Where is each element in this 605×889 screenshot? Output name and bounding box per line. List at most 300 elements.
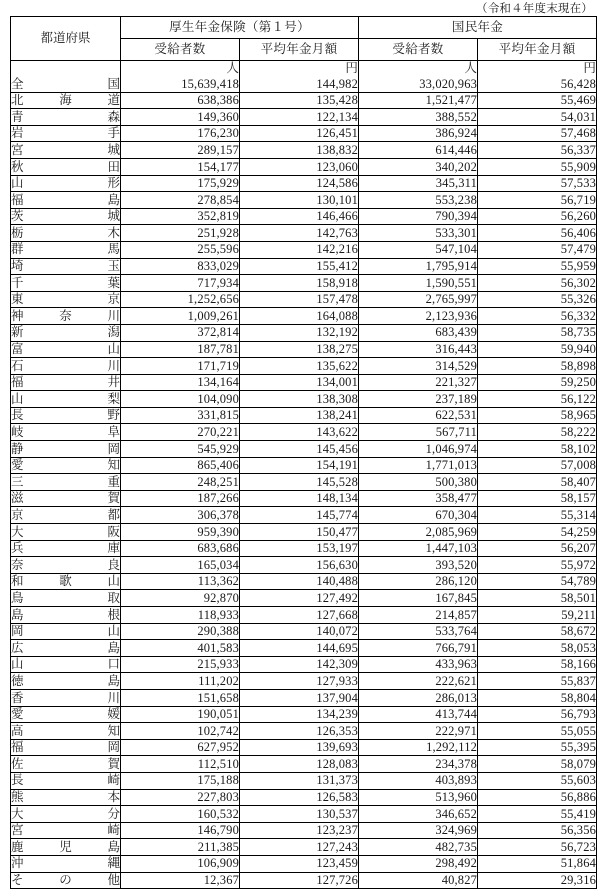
prefecture-name-char: 沖 bbox=[11, 856, 24, 871]
unit-row-prefecture-blank bbox=[11, 61, 121, 77]
prefecture-name-char: 山 bbox=[107, 574, 120, 589]
prefecture-name-char: 滋 bbox=[11, 491, 24, 506]
table-row bbox=[11, 723, 597, 740]
cell-kokumin-recipients: 622,531 bbox=[359, 407, 478, 424]
cell-kosei-recipients: 270,221 bbox=[121, 424, 240, 441]
cell-kokumin-recipients: 234,378 bbox=[359, 756, 478, 773]
prefecture-name bbox=[11, 376, 120, 389]
prefecture-name-char: 岡 bbox=[107, 441, 120, 456]
cell-kosei-recipients: 627,952 bbox=[121, 739, 240, 756]
cell-kosei-recipients: 306,378 bbox=[121, 507, 240, 524]
cell-kokumin-average: 56,406 bbox=[478, 225, 597, 242]
prefecture-name-cell bbox=[11, 855, 121, 872]
cell-kosei-average: 145,528 bbox=[240, 474, 359, 491]
prefecture-name bbox=[11, 78, 120, 91]
cell-kokumin-average: 56,302 bbox=[478, 275, 597, 292]
prefecture-name-cell bbox=[11, 490, 121, 507]
table-row bbox=[11, 706, 597, 723]
prefecture-name-char: 愛 bbox=[11, 707, 24, 722]
cell-kokumin-recipients: 683,439 bbox=[359, 324, 478, 341]
prefecture-name-char: 川 bbox=[107, 690, 120, 705]
table-row bbox=[11, 756, 597, 773]
prefecture-name-cell bbox=[11, 706, 121, 723]
prefecture-name bbox=[11, 144, 120, 157]
header-kosei-average: 平均年金月額 bbox=[240, 39, 359, 61]
cell-kokumin-average: 55,395 bbox=[478, 739, 597, 756]
prefecture-name-cell bbox=[11, 291, 121, 308]
prefecture-name-cell bbox=[11, 76, 121, 92]
prefecture-name bbox=[11, 177, 120, 190]
table-row bbox=[11, 208, 597, 225]
cell-kosei-average: 138,275 bbox=[240, 341, 359, 358]
cell-kosei-average: 123,459 bbox=[240, 855, 359, 872]
prefecture-name-char: 和 bbox=[11, 574, 24, 589]
cell-kosei-average: 123,237 bbox=[240, 822, 359, 839]
table-row bbox=[11, 92, 597, 109]
prefecture-name-char: 重 bbox=[107, 474, 120, 489]
cell-kokumin-recipients: 403,893 bbox=[359, 772, 478, 789]
header-group-kosei: 厚生年金保険（第１号） bbox=[121, 17, 359, 39]
prefecture-name bbox=[11, 808, 120, 821]
prefecture-name bbox=[11, 210, 120, 223]
prefecture-name bbox=[11, 409, 120, 422]
prefecture-name-cell bbox=[11, 175, 121, 192]
period-caption: （令和４年度末現在） bbox=[476, 3, 593, 15]
header-kokumin-average: 平均年金月額 bbox=[478, 39, 597, 61]
prefecture-name-cell bbox=[11, 540, 121, 557]
prefecture-name-char: 阪 bbox=[107, 524, 120, 539]
unit-label: 人 bbox=[359, 61, 478, 77]
cell-kokumin-recipients: 1,046,974 bbox=[359, 441, 478, 458]
cell-kokumin-recipients: 393,520 bbox=[359, 557, 478, 574]
prefecture-name bbox=[11, 791, 120, 804]
cell-kosei-recipients: 160,532 bbox=[121, 806, 240, 823]
prefecture-name bbox=[11, 111, 120, 124]
table-row bbox=[11, 739, 597, 756]
cell-kokumin-recipients: 2,123,936 bbox=[359, 308, 478, 325]
cell-kosei-recipients: 289,157 bbox=[121, 142, 240, 159]
cell-kosei-recipients: 290,388 bbox=[121, 623, 240, 640]
table-row bbox=[11, 822, 597, 839]
cell-kokumin-average: 55,419 bbox=[478, 806, 597, 823]
prefecture-name-cell bbox=[11, 839, 121, 856]
cell-kokumin-average: 57,533 bbox=[478, 175, 597, 192]
prefecture-name-char: 城 bbox=[107, 209, 120, 224]
prefecture-name bbox=[11, 194, 120, 207]
prefecture-name-char: 島 bbox=[107, 192, 120, 207]
prefecture-name-char: 大 bbox=[11, 524, 24, 539]
prefecture-name-char: 佐 bbox=[11, 756, 24, 771]
cell-kosei-average: 135,428 bbox=[240, 92, 359, 109]
cell-kosei-recipients: 134,164 bbox=[121, 374, 240, 391]
cell-kosei-average: 138,308 bbox=[240, 391, 359, 408]
table-row bbox=[11, 158, 597, 175]
cell-kosei-recipients: 165,034 bbox=[121, 557, 240, 574]
prefecture-name-char: 葉 bbox=[107, 275, 120, 290]
cell-kokumin-recipients: 222,971 bbox=[359, 723, 478, 740]
prefecture-name-cell bbox=[11, 142, 121, 159]
prefecture-name-cell bbox=[11, 374, 121, 391]
prefecture-name-char: 川 bbox=[107, 358, 120, 373]
cell-kokumin-average: 58,804 bbox=[478, 689, 597, 706]
cell-kosei-average: 130,101 bbox=[240, 192, 359, 209]
cell-kosei-recipients: 187,781 bbox=[121, 341, 240, 358]
unit-label: 円 bbox=[240, 61, 359, 77]
cell-kosei-recipients: 215,933 bbox=[121, 656, 240, 673]
cell-kokumin-recipients: 547,104 bbox=[359, 241, 478, 258]
cell-kosei-average: 156,630 bbox=[240, 557, 359, 574]
prefecture-name bbox=[11, 393, 120, 406]
cell-kokumin-average: 56,356 bbox=[478, 822, 597, 839]
prefecture-name-char: 児 bbox=[59, 839, 72, 854]
prefecture-name-char: 奈 bbox=[59, 308, 72, 323]
cell-kosei-average: 139,693 bbox=[240, 739, 359, 756]
prefecture-name-char: 井 bbox=[107, 375, 120, 390]
cell-kokumin-recipients: 1,521,477 bbox=[359, 92, 478, 109]
cell-kokumin-average: 58,672 bbox=[478, 623, 597, 640]
prefecture-name-cell bbox=[11, 590, 121, 607]
cell-kokumin-average: 58,898 bbox=[478, 358, 597, 375]
cell-kosei-average: 158,918 bbox=[240, 275, 359, 292]
prefecture-name-cell bbox=[11, 739, 121, 756]
cell-kokumin-average: 55,326 bbox=[478, 291, 597, 308]
cell-kokumin-average: 55,972 bbox=[478, 557, 597, 574]
prefecture-name bbox=[11, 293, 120, 306]
cell-kosei-average: 135,622 bbox=[240, 358, 359, 375]
cell-kokumin-average: 55,603 bbox=[478, 772, 597, 789]
table-row bbox=[11, 424, 597, 441]
cell-kokumin-recipients: 314,529 bbox=[359, 358, 478, 375]
cell-kokumin-average: 57,468 bbox=[478, 125, 597, 142]
prefecture-name-cell bbox=[11, 474, 121, 491]
cell-kokumin-average: 56,886 bbox=[478, 789, 597, 806]
prefecture-name-char: 鳥 bbox=[11, 590, 24, 605]
prefecture-name-char: 山 bbox=[107, 624, 120, 639]
header-prefecture: 都道府県 bbox=[11, 17, 121, 61]
cell-kokumin-recipients: 790,394 bbox=[359, 208, 478, 225]
table-row bbox=[11, 524, 597, 541]
cell-kosei-average: 132,192 bbox=[240, 324, 359, 341]
cell-kokumin-recipients: 386,924 bbox=[359, 125, 478, 142]
cell-kokumin-recipients: 433,963 bbox=[359, 656, 478, 673]
cell-kosei-average: 126,353 bbox=[240, 723, 359, 740]
cell-kosei-average: 127,933 bbox=[240, 673, 359, 690]
prefecture-name-char: 京 bbox=[11, 507, 24, 522]
prefecture-name-char: 木 bbox=[107, 225, 120, 240]
cell-kosei-recipients: 151,658 bbox=[121, 689, 240, 706]
cell-kosei-average: 123,060 bbox=[240, 158, 359, 175]
cell-kosei-average: 153,197 bbox=[240, 540, 359, 557]
prefecture-name-char: 山 bbox=[11, 657, 24, 672]
cell-kosei-recipients: 113,362 bbox=[121, 573, 240, 590]
prefecture-name bbox=[11, 658, 120, 671]
cell-kokumin-recipients: 237,189 bbox=[359, 391, 478, 408]
cell-kosei-average: 126,451 bbox=[240, 125, 359, 142]
prefecture-name-char: 島 bbox=[107, 640, 120, 655]
prefecture-name-cell bbox=[11, 125, 121, 142]
prefecture-name bbox=[11, 642, 120, 655]
cell-kosei-recipients: 149,360 bbox=[121, 109, 240, 126]
prefecture-name-char: 森 bbox=[107, 109, 120, 124]
prefecture-name-cell bbox=[11, 225, 121, 242]
table-row bbox=[11, 142, 597, 159]
header-kokumin-recipients: 受給者数 bbox=[359, 39, 478, 61]
prefecture-name-cell bbox=[11, 391, 121, 408]
table-row bbox=[11, 192, 597, 209]
cell-kosei-recipients: 251,928 bbox=[121, 225, 240, 242]
prefecture-name bbox=[11, 509, 120, 522]
prefecture-name-char: 都 bbox=[107, 507, 120, 522]
prefecture-name-cell bbox=[11, 92, 121, 109]
cell-kokumin-recipients: 1,590,551 bbox=[359, 275, 478, 292]
table-row bbox=[11, 839, 597, 856]
prefecture-name bbox=[11, 526, 120, 539]
cell-kokumin-recipients: 1,795,914 bbox=[359, 258, 478, 275]
cell-kosei-recipients: 187,266 bbox=[121, 490, 240, 507]
prefecture-name-char: 香 bbox=[11, 690, 24, 705]
cell-kosei-recipients: 176,230 bbox=[121, 125, 240, 142]
cell-kosei-recipients: 545,929 bbox=[121, 441, 240, 458]
prefecture-name-cell bbox=[11, 192, 121, 209]
cell-kokumin-recipients: 221,327 bbox=[359, 374, 478, 391]
prefecture-name-cell bbox=[11, 772, 121, 789]
cell-kosei-recipients: 401,583 bbox=[121, 640, 240, 657]
cell-kokumin-average: 59,250 bbox=[478, 374, 597, 391]
cell-kokumin-recipients: 1,292,112 bbox=[359, 739, 478, 756]
prefecture-name-char: 熊 bbox=[11, 790, 24, 805]
prefecture-name-char: 国 bbox=[107, 76, 120, 91]
prefecture-name-char: 取 bbox=[107, 590, 120, 605]
cell-kokumin-average: 55,055 bbox=[478, 723, 597, 740]
prefecture-name-char: 歌 bbox=[59, 574, 72, 589]
unit-label: 人 bbox=[121, 61, 240, 77]
table-row bbox=[11, 291, 597, 308]
cell-kosei-average: 130,537 bbox=[240, 806, 359, 823]
table-head bbox=[11, 17, 597, 61]
cell-kosei-average: 122,134 bbox=[240, 109, 359, 126]
prefecture-name-char: 青 bbox=[11, 109, 24, 124]
cell-kosei-recipients: 154,177 bbox=[121, 158, 240, 175]
table-row bbox=[11, 689, 597, 706]
cell-kokumin-average: 29,316 bbox=[478, 872, 597, 889]
prefecture-name-char: 海 bbox=[59, 93, 72, 108]
table-row bbox=[11, 789, 597, 806]
table-row bbox=[11, 175, 597, 192]
cell-kokumin-average: 58,735 bbox=[478, 324, 597, 341]
prefecture-name-char: 三 bbox=[11, 474, 24, 489]
cell-kokumin-recipients: 286,013 bbox=[359, 689, 478, 706]
prefecture-name-char: 茨 bbox=[11, 209, 24, 224]
prefecture-name-char: 群 bbox=[11, 242, 24, 257]
prefecture-name-char: 道 bbox=[107, 93, 120, 108]
prefecture-name-cell bbox=[11, 258, 121, 275]
cell-kosei-average: 148,134 bbox=[240, 490, 359, 507]
cell-kosei-average: 142,763 bbox=[240, 225, 359, 242]
prefecture-name-char: の bbox=[59, 873, 72, 888]
prefecture-name-char: 宮 bbox=[11, 142, 24, 157]
cell-kosei-average: 138,832 bbox=[240, 142, 359, 159]
cell-kosei-average: 127,492 bbox=[240, 590, 359, 607]
cell-kokumin-average: 58,166 bbox=[478, 656, 597, 673]
cell-kokumin-average: 56,428 bbox=[478, 76, 597, 92]
cell-kosei-recipients: 248,251 bbox=[121, 474, 240, 491]
cell-kosei-recipients: 112,510 bbox=[121, 756, 240, 773]
table-row bbox=[11, 324, 597, 341]
cell-kokumin-average: 55,314 bbox=[478, 507, 597, 524]
cell-kosei-average: 144,982 bbox=[240, 76, 359, 92]
cell-kokumin-average: 54,259 bbox=[478, 524, 597, 541]
table-row bbox=[11, 474, 597, 491]
unit-label: 円 bbox=[478, 61, 597, 77]
prefecture-name-char: 埼 bbox=[11, 259, 24, 274]
table-row bbox=[11, 640, 597, 657]
prefecture-name-char: 千 bbox=[11, 275, 24, 290]
cell-kosei-average: 134,001 bbox=[240, 374, 359, 391]
cell-kosei-average: 128,083 bbox=[240, 756, 359, 773]
cell-kokumin-recipients: 358,477 bbox=[359, 490, 478, 507]
cell-kokumin-average: 56,332 bbox=[478, 308, 597, 325]
cell-kokumin-average: 58,157 bbox=[478, 490, 597, 507]
cell-kokumin-average: 59,211 bbox=[478, 607, 597, 624]
table-row bbox=[11, 225, 597, 242]
cell-kokumin-average: 58,053 bbox=[478, 640, 597, 657]
prefecture-name-char: 宮 bbox=[11, 823, 24, 838]
cell-kokumin-average: 55,909 bbox=[478, 158, 597, 175]
prefecture-name bbox=[11, 243, 120, 256]
table-row bbox=[11, 241, 597, 258]
table-row bbox=[11, 490, 597, 507]
prefecture-name-char: 口 bbox=[107, 657, 120, 672]
prefecture-name-char: 分 bbox=[107, 806, 120, 821]
prefecture-name-cell bbox=[11, 524, 121, 541]
prefecture-name-cell bbox=[11, 607, 121, 624]
table-row bbox=[11, 540, 597, 557]
prefecture-name-char: 京 bbox=[107, 292, 120, 307]
prefecture-name-char: 奈 bbox=[11, 557, 24, 572]
cell-kosei-recipients: 959,390 bbox=[121, 524, 240, 541]
prefecture-name-char: 手 bbox=[107, 126, 120, 141]
table-row bbox=[11, 258, 597, 275]
cell-kosei-average: 140,488 bbox=[240, 573, 359, 590]
prefecture-name-char: 形 bbox=[107, 176, 120, 191]
table-row bbox=[11, 656, 597, 673]
cell-kosei-average: 145,774 bbox=[240, 507, 359, 524]
cell-kokumin-average: 57,008 bbox=[478, 457, 597, 474]
cell-kokumin-average: 55,469 bbox=[478, 92, 597, 109]
cell-kosei-average: 142,309 bbox=[240, 656, 359, 673]
prefecture-name-char: 山 bbox=[11, 391, 24, 406]
prefecture-name-cell bbox=[11, 640, 121, 657]
prefecture-name bbox=[11, 725, 120, 738]
cell-kosei-recipients: 717,934 bbox=[121, 275, 240, 292]
cell-kosei-average: 164,088 bbox=[240, 308, 359, 325]
cell-kokumin-average: 55,837 bbox=[478, 673, 597, 690]
prefecture-name-char: 川 bbox=[107, 308, 120, 323]
prefecture-name-cell bbox=[11, 557, 121, 574]
prefecture-name-char: 岐 bbox=[11, 425, 24, 440]
prefecture-name bbox=[11, 542, 120, 555]
prefecture-name-cell bbox=[11, 109, 121, 126]
prefecture-name-cell bbox=[11, 806, 121, 823]
cell-kokumin-average: 58,079 bbox=[478, 756, 597, 773]
prefecture-name-char: 知 bbox=[107, 458, 120, 473]
cell-kosei-average: 127,668 bbox=[240, 607, 359, 624]
prefecture-name-char: 神 bbox=[11, 308, 24, 323]
table-row bbox=[11, 358, 597, 375]
cell-kokumin-recipients: 388,552 bbox=[359, 109, 478, 126]
header-group-kokumin: 国民年金 bbox=[359, 17, 597, 39]
cell-kokumin-average: 57,479 bbox=[478, 241, 597, 258]
prefecture-name bbox=[11, 592, 120, 605]
prefecture-name-cell bbox=[11, 507, 121, 524]
table-row bbox=[11, 407, 597, 424]
prefecture-name-char: 岩 bbox=[11, 126, 24, 141]
prefecture-name bbox=[11, 559, 120, 572]
prefecture-name-cell bbox=[11, 872, 121, 889]
cell-kokumin-recipients: 513,960 bbox=[359, 789, 478, 806]
prefecture-name bbox=[11, 774, 120, 787]
prefecture-name bbox=[11, 692, 120, 705]
prefecture-name-cell bbox=[11, 756, 121, 773]
cell-kosei-average: 157,478 bbox=[240, 291, 359, 308]
prefecture-name bbox=[11, 492, 120, 505]
prefecture-name-cell bbox=[11, 358, 121, 375]
prefecture-name-char: 高 bbox=[11, 723, 24, 738]
cell-kosei-average: 137,904 bbox=[240, 689, 359, 706]
cell-kokumin-recipients: 553,238 bbox=[359, 192, 478, 209]
cell-kokumin-recipients: 2,765,997 bbox=[359, 291, 478, 308]
prefecture-name-char: 岡 bbox=[11, 624, 24, 639]
cell-kokumin-recipients: 567,711 bbox=[359, 424, 478, 441]
cell-kokumin-average: 54,031 bbox=[478, 109, 597, 126]
prefecture-name-char: 福 bbox=[11, 740, 24, 755]
pension-statistics-table bbox=[10, 16, 597, 889]
prefecture-name bbox=[11, 741, 120, 754]
cell-kosei-recipients: 683,686 bbox=[121, 540, 240, 557]
unit-row bbox=[11, 61, 597, 77]
prefecture-name-char: 大 bbox=[11, 806, 24, 821]
prefecture-name-char: 庫 bbox=[107, 541, 120, 556]
cell-kokumin-average: 58,102 bbox=[478, 441, 597, 458]
table-caption-row bbox=[10, 0, 595, 16]
cell-kosei-recipients: 833,029 bbox=[121, 258, 240, 275]
prefecture-name bbox=[11, 708, 120, 721]
prefecture-name-char: 長 bbox=[11, 773, 24, 788]
prefecture-name bbox=[11, 277, 120, 290]
cell-kosei-recipients: 12,367 bbox=[121, 872, 240, 889]
cell-kosei-recipients: 865,406 bbox=[121, 457, 240, 474]
table-row bbox=[11, 872, 597, 889]
prefecture-name-char: 栃 bbox=[11, 225, 24, 240]
prefecture-name bbox=[11, 360, 120, 373]
prefecture-name bbox=[11, 443, 120, 456]
prefecture-name bbox=[11, 310, 120, 323]
prefecture-name-cell bbox=[11, 341, 121, 358]
table-row bbox=[11, 441, 597, 458]
cell-kosei-recipients: 352,819 bbox=[121, 208, 240, 225]
prefecture-name bbox=[11, 625, 120, 638]
prefecture-name-char: 他 bbox=[107, 873, 120, 888]
cell-kosei-average: 124,586 bbox=[240, 175, 359, 192]
prefecture-name-char: 兵 bbox=[11, 541, 24, 556]
cell-kosei-recipients: 92,870 bbox=[121, 590, 240, 607]
prefecture-name-char: 福 bbox=[11, 192, 24, 207]
prefecture-name bbox=[11, 675, 120, 688]
cell-kosei-average: 155,412 bbox=[240, 258, 359, 275]
prefecture-name-cell bbox=[11, 158, 121, 175]
prefecture-name-char: 島 bbox=[11, 607, 24, 622]
cell-kokumin-recipients: 413,744 bbox=[359, 706, 478, 723]
